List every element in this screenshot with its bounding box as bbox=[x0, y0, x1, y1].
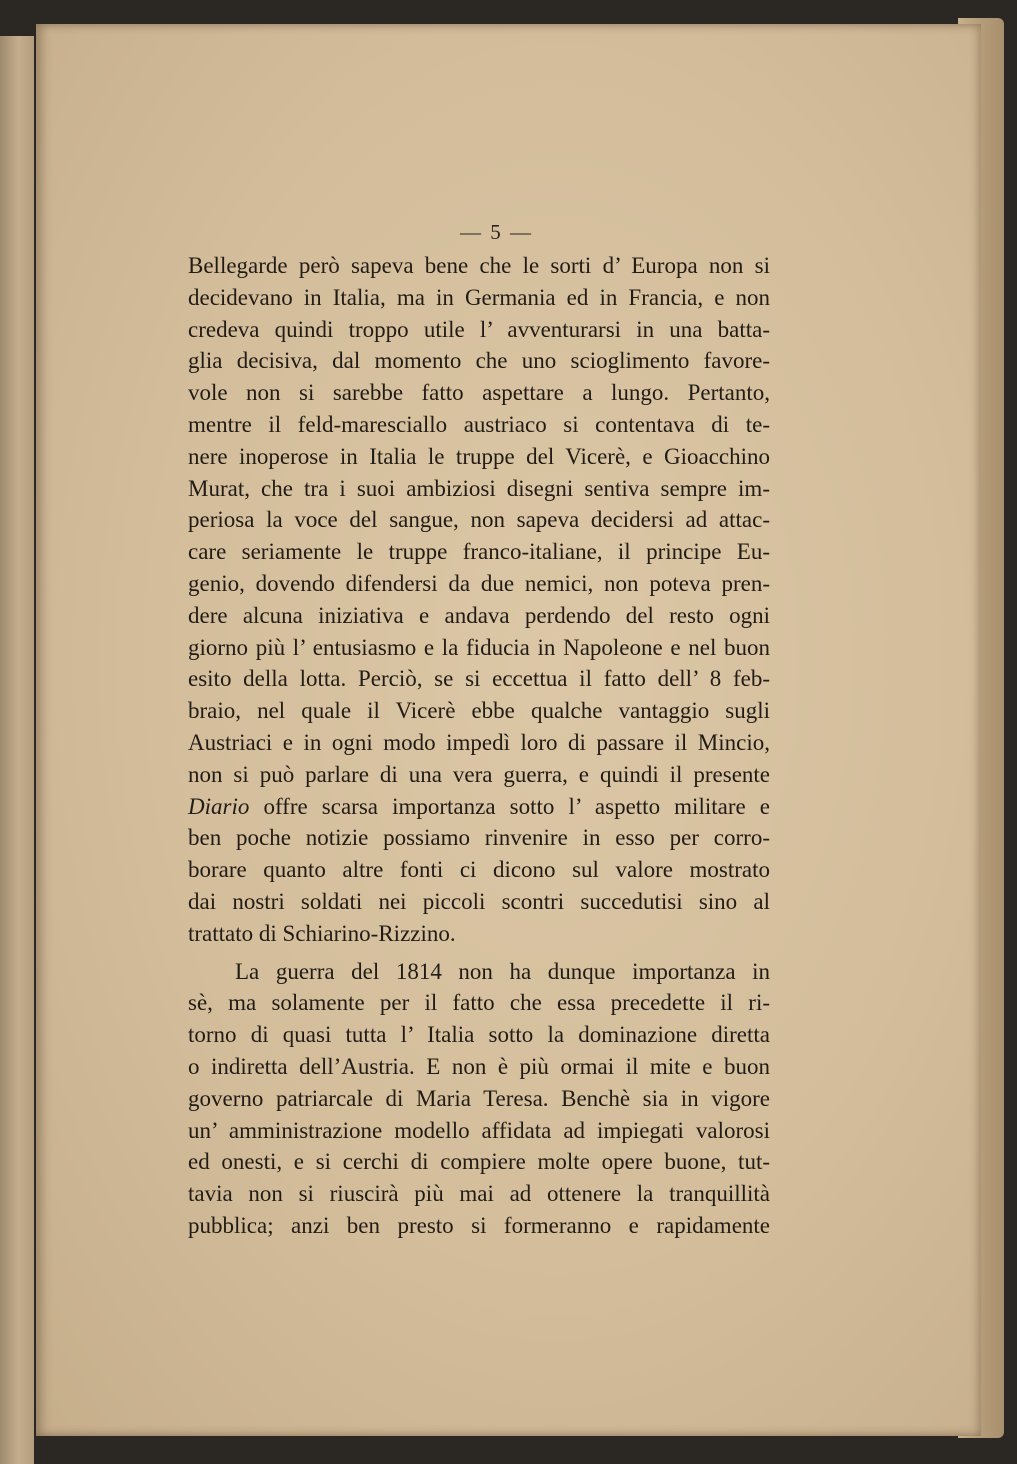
text-line: trattato di Schiarino-Rizzino. bbox=[188, 920, 456, 946]
text-line: borare quanto altre fonti ci dicono sul valore mostrato bbox=[188, 857, 770, 883]
text-line: esito della lotta. Perciò, se si eccettua il fatto dell’ 8 feb- bbox=[188, 666, 770, 692]
text-line: nere inoperose in Italia le truppe del Vicerè, e Gioacchino bbox=[188, 443, 770, 469]
text-line: La guerra del 1814 non ha dunque importanza in bbox=[235, 958, 770, 984]
text-line: glia decisiva, dal momento che uno scioglimento favore- bbox=[188, 348, 770, 374]
text-line: decidevano in Italia, ma in Germania ed in Francia, e non bbox=[188, 284, 770, 310]
text-line: ben poche notizie possiamo rinvenire in esso per corro- bbox=[188, 825, 770, 851]
text-line: Bellegarde però sapeva bene che le sorti d’ Europa non si bbox=[188, 253, 770, 278]
book-page bbox=[36, 24, 981, 1436]
diario-title: Diario bbox=[188, 793, 250, 819]
text-line: dai nostri soldati nei piccoli scontri succedutisi sino al bbox=[188, 888, 770, 914]
text-line: torno di quasi tutta l’ Italia sotto la dominazione diretta bbox=[188, 1022, 770, 1048]
text-line-rest: offre scarsa importanza sotto l’ aspetto militare e bbox=[249, 793, 770, 819]
text-line: Austriaci e in ogni modo impedì loro di passare il Mincio, bbox=[188, 729, 770, 755]
text-line: pubblica; anzi ben presto si formeranno e rapidamente bbox=[188, 1212, 770, 1238]
text-line: braio, nel quale il Vicerè ebbe qualche vantaggio sugli bbox=[188, 698, 770, 724]
page-number: — 5 — bbox=[460, 220, 533, 244]
text-line bbox=[188, 791, 770, 823]
text-line: periosa la voce del sangue, non sapeva decidersi ad attac- bbox=[188, 507, 770, 533]
text-line: o indiretta dell’Austria. E non è più ormai il mite e buon bbox=[188, 1053, 770, 1079]
text-line: ed onesti, e si cerchi di compiere molte opere buone, tut- bbox=[188, 1149, 770, 1175]
text-line: governo patriarcale di Maria Teresa. Benchè sia in vigore bbox=[188, 1085, 770, 1111]
text-line: dere alcuna iniziativa e andava perdendo del resto ogni bbox=[188, 602, 770, 628]
text-line: credeva quindi troppo utile l’ avventurarsi in una batta- bbox=[188, 316, 770, 342]
text-line: vole non si sarebbe fatto aspettare a lungo. Pertanto, bbox=[188, 380, 770, 406]
text-line: non si può parlare di una vera guerra, e quindi il presente bbox=[188, 761, 770, 787]
text-line: genio, dovendo difendersi da due nemici, non poteva pren- bbox=[188, 570, 770, 596]
text-line: un’ amministrazione modello affidata ad impiegati valorosi bbox=[188, 1117, 770, 1143]
previous-page-edge bbox=[0, 36, 34, 1464]
text-line: tavia non si riuscirà più mai ad ottenere la tranquillità bbox=[188, 1181, 770, 1207]
text-line: sè, ma solamente per il fatto che essa precedette il ri- bbox=[188, 990, 770, 1016]
body-text bbox=[188, 250, 770, 1242]
text-line: mentre il feld-maresciallo austriaco si contentava di te- bbox=[188, 411, 770, 437]
text-line: giorno più l’ entusiasmo e la fiducia in Napoleone e nel buon bbox=[188, 634, 770, 660]
text-line: care seriamente le truppe franco-italiane, il principe Eu- bbox=[188, 539, 770, 565]
text-line: Murat, che tra i suoi ambiziosi disegni sentiva sempre im- bbox=[188, 475, 770, 501]
